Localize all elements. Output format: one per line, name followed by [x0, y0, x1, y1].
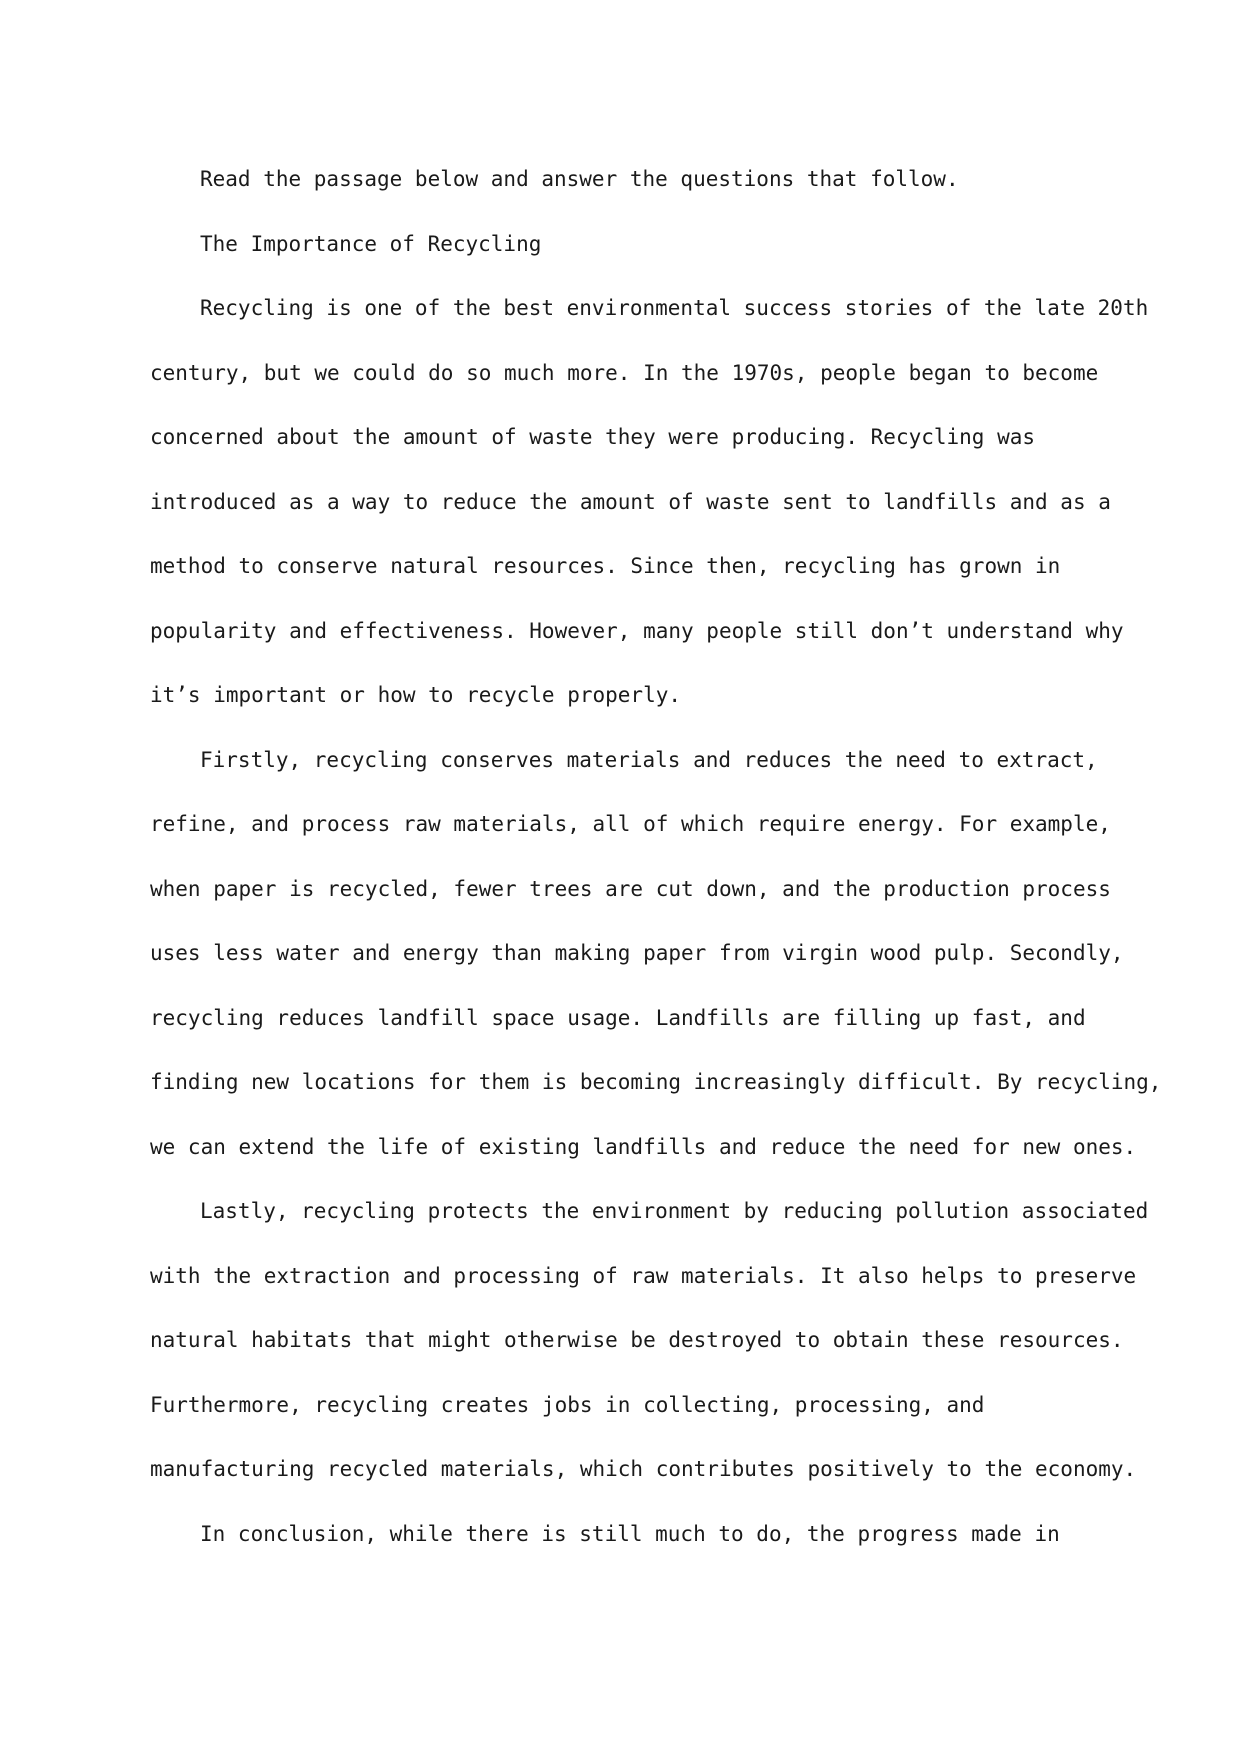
paragraph-4 — [150, 1502, 1095, 1567]
paragraph-1 — [150, 276, 1149, 728]
paragraph-line: uses less water and energy than making paper from virgin wood pulp. Secondly, — [150, 941, 1124, 965]
paragraph-line: popularity and effectiveness. However, many people still don’t understand why — [150, 618, 1124, 643]
paragraph-line: Recycling is one of the best environmental success stories of the late 20th — [200, 296, 1149, 320]
paragraph-line: introduced as a way to reduce the amount of waste sent to landfills and as a — [150, 489, 1111, 514]
paragraph-line: with the extraction and processing of raw materials. It also helps to preserve — [150, 1263, 1137, 1288]
paragraph-line: finding new locations for them is becoming increasingly difficult. By recycling, — [150, 1070, 1162, 1094]
paragraph-line: Furthermore, recycling creates jobs in collecting, processing, and — [150, 1392, 985, 1417]
paragraph-line: manufacturing recycled materials, which contributes positively to the economy. — [150, 1457, 1137, 1481]
paragraph-line: natural habitats that might otherwise be destroyed to obtain these resources. — [150, 1328, 1124, 1352]
paragraph-3 — [150, 1179, 1149, 1502]
paragraph-line: In conclusion, while there is still much to do, the progress made in — [200, 1521, 1060, 1546]
paragraph-line: Lastly, recycling protects the environment by reducing pollution associated — [200, 1199, 1149, 1223]
paragraph-line: Firstly, recycling conserves materials and reduces the need to extract, — [200, 747, 1098, 772]
paragraph-line: it’s important or how to recycle properly. — [150, 683, 682, 707]
paragraph-line: century, but we could do so much more. In the 1970s, people began to become — [150, 360, 1099, 385]
paragraph-line: recycling reduces landfill space usage. Landfills are filling up fast, and — [150, 1005, 1086, 1030]
passage-title: The Importance of Recycling — [200, 231, 542, 256]
paragraph-line: refine, and process raw materials, all of which require energy. For example, — [150, 812, 1111, 836]
document-body — [150, 147, 1162, 1566]
paragraph-line: concerned about the amount of waste they were producing. Recycling was — [150, 425, 1036, 449]
paragraph-2 — [150, 728, 1162, 1180]
paragraph-line: we can extend the life of existing landfills and reduce the need for new ones. — [150, 1134, 1137, 1159]
instruction-text: Read the passage below and answer the questions that follow. — [200, 167, 959, 191]
paragraph-line: method to conserve natural resources. Since then, recycling has grown in — [150, 554, 1061, 578]
paragraph-line: when paper is recycled, fewer trees are cut down, and the production process — [150, 876, 1111, 901]
